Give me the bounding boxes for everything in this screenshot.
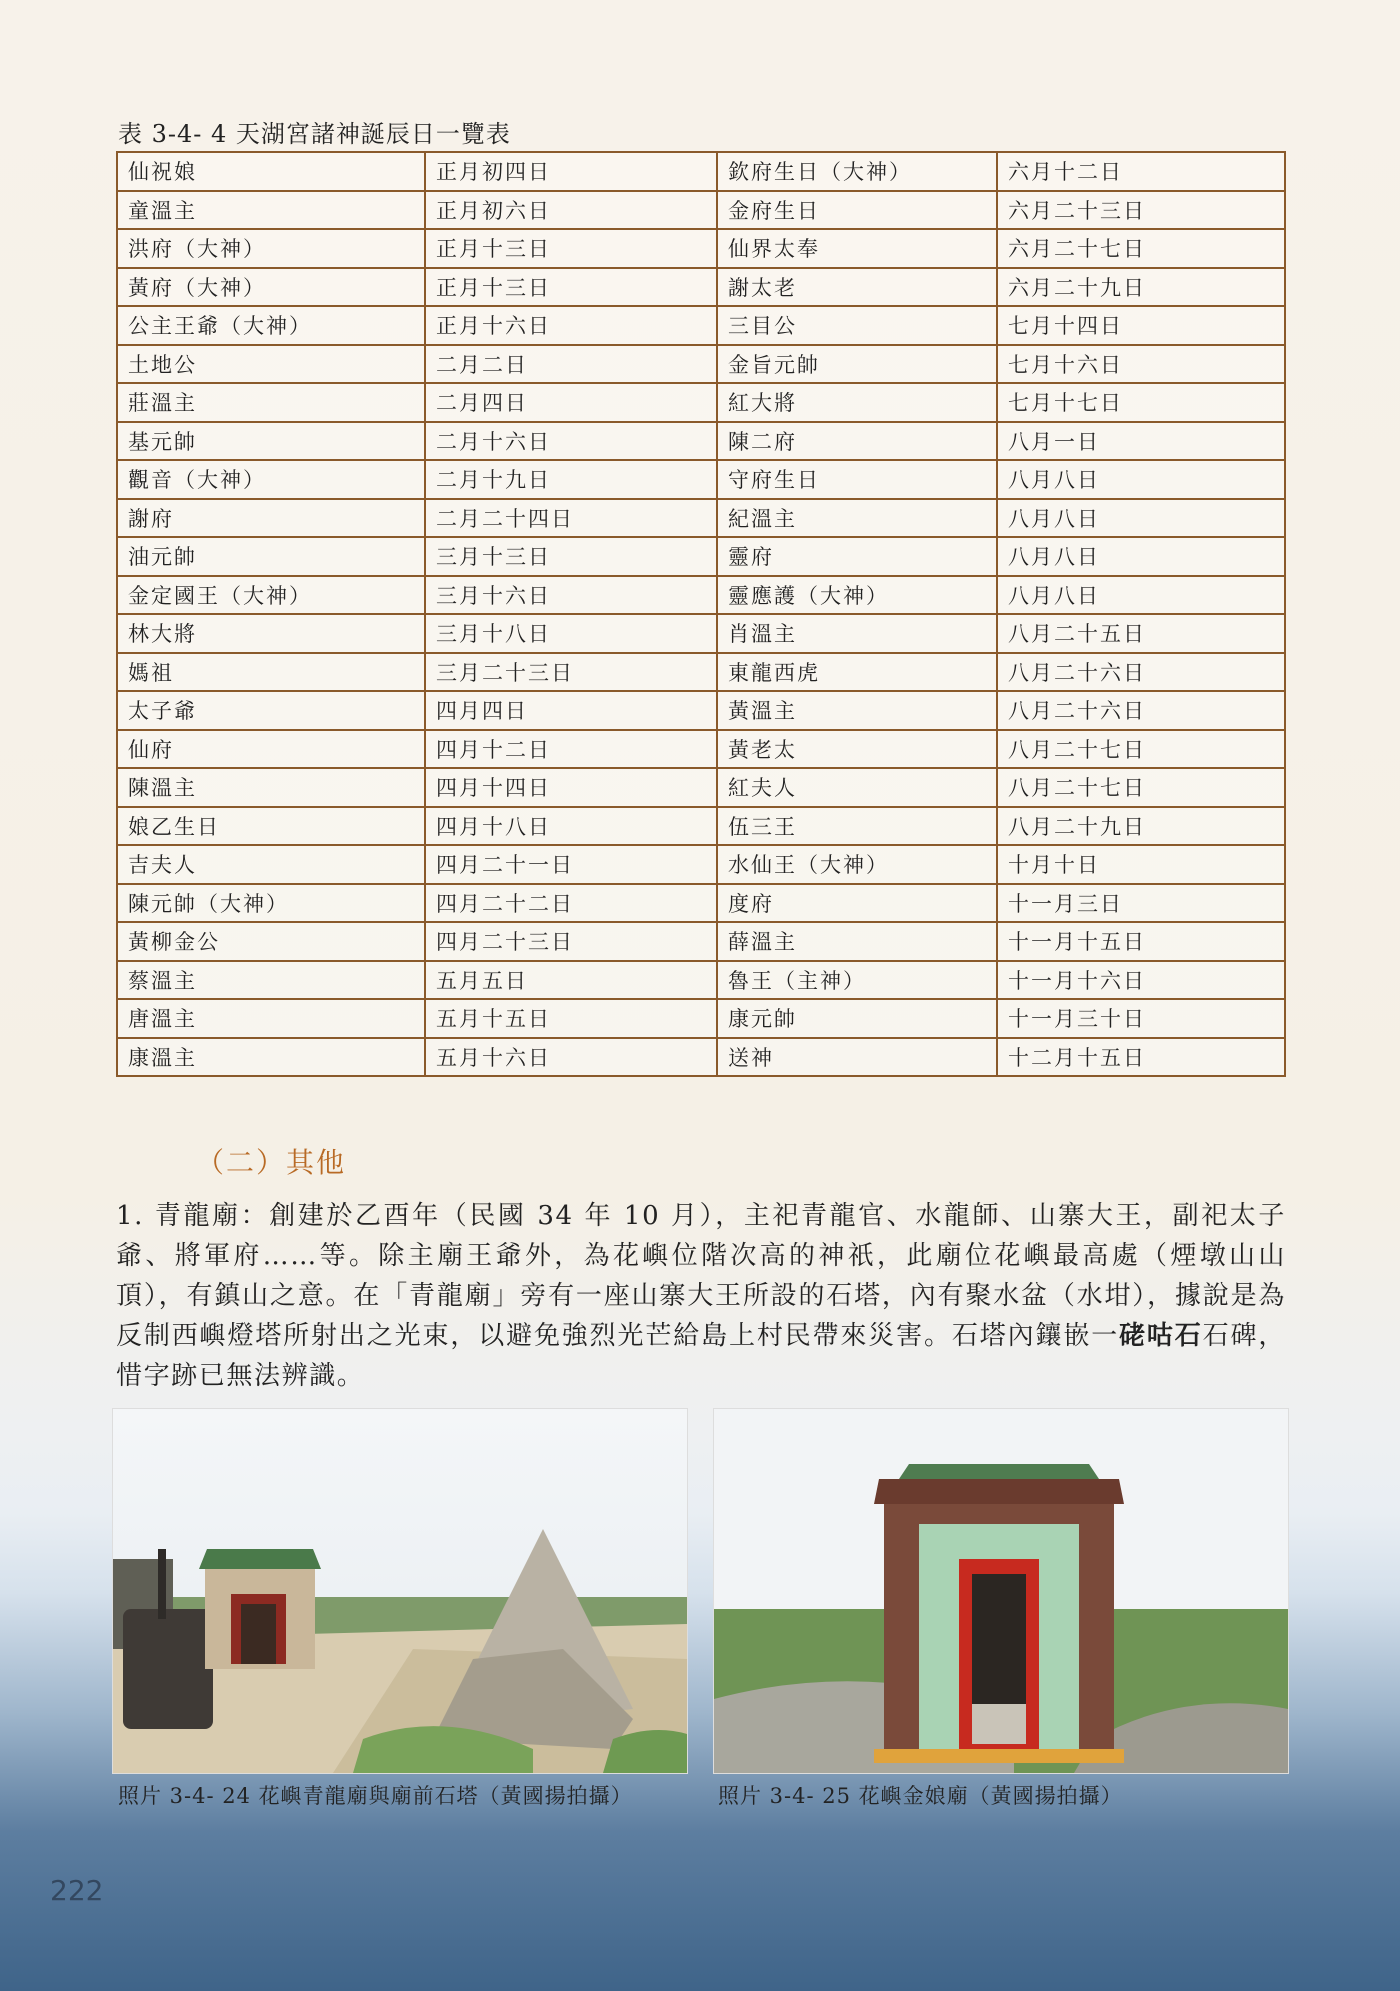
paragraph-text: 1. 青龍廟：創建於乙酉年（民國 34 年 10 月），主祀青龍官、水龍師、山寨大王，副祀太子爺、將軍府……等。除主廟王爺外，為花嶼位階次高的神祇，此廟位花嶼最高處（煙墩山山頂），有鎮山之意。在「青龍廟」旁有一座山寨大王所設的石塔，內有聚水盆（水坩），據說是為反制西嶼燈塔所射出之光束，以避免強烈光芒給島上村民帶來災害。石塔內鑲嵌一 xyxy=(116,1201,1286,1351)
table-row xyxy=(117,383,1285,422)
deity-name-cell: 伍三王 xyxy=(717,807,997,846)
deity-name-cell: 紅夫人 xyxy=(717,768,997,807)
deity-name-cell: 童溫主 xyxy=(117,191,425,230)
table-row xyxy=(117,422,1285,461)
deity-name-cell: 陳元帥（大神） xyxy=(117,884,425,923)
deity-name-cell: 媽祖 xyxy=(117,653,425,692)
table-row xyxy=(117,191,1285,230)
deity-name-cell: 蔡溫主 xyxy=(117,961,425,1000)
birthday-date-cell: 七月十七日 xyxy=(997,383,1285,422)
birthday-date-cell: 二月二日 xyxy=(425,345,717,384)
table-row xyxy=(117,961,1285,1000)
birthday-date-cell: 十一月三十日 xyxy=(997,999,1285,1038)
table-row xyxy=(117,229,1285,268)
table-row xyxy=(117,999,1285,1038)
birthday-date-cell: 四月二十一日 xyxy=(425,845,717,884)
deity-name-cell: 康溫主 xyxy=(117,1038,425,1077)
table-row xyxy=(117,922,1285,961)
deity-name-cell: 黃柳金公 xyxy=(117,922,425,961)
table-row xyxy=(117,691,1285,730)
birthday-date-cell: 二月四日 xyxy=(425,383,717,422)
deity-name-cell: 靈府 xyxy=(717,537,997,576)
birthday-date-cell: 正月十三日 xyxy=(425,268,717,307)
birthday-date-cell: 正月十六日 xyxy=(425,306,717,345)
birthday-date-cell: 二月十六日 xyxy=(425,422,717,461)
deity-name-cell: 三目公 xyxy=(717,306,997,345)
deity-name-cell: 水仙王（大神） xyxy=(717,845,997,884)
deity-name-cell: 唐溫主 xyxy=(117,999,425,1038)
deity-name-cell: 陳溫主 xyxy=(117,768,425,807)
page-number: 222 xyxy=(50,1874,104,1907)
deity-name-cell: 莊溫主 xyxy=(117,383,425,422)
birthday-date-cell: 正月十三日 xyxy=(425,229,717,268)
birthday-date-cell: 六月二十七日 xyxy=(997,229,1285,268)
body-paragraph xyxy=(116,1196,1286,1396)
deity-name-cell: 康元帥 xyxy=(717,999,997,1038)
birthday-date-cell: 八月二十六日 xyxy=(997,691,1285,730)
birthday-date-cell: 十一月十六日 xyxy=(997,961,1285,1000)
birthday-date-cell: 四月四日 xyxy=(425,691,717,730)
deity-name-cell: 黃府（大神） xyxy=(117,268,425,307)
birthday-date-cell: 十二月十五日 xyxy=(997,1038,1285,1077)
deity-name-cell: 金旨元帥 xyxy=(717,345,997,384)
birthday-date-cell: 三月二十三日 xyxy=(425,653,717,692)
birthday-date-cell: 六月十二日 xyxy=(997,152,1285,191)
table-row xyxy=(117,499,1285,538)
deity-name-cell: 吉夫人 xyxy=(117,845,425,884)
birthday-date-cell: 八月八日 xyxy=(997,537,1285,576)
deity-name-cell: 送神 xyxy=(717,1038,997,1077)
deity-name-cell: 娘乙生日 xyxy=(117,807,425,846)
deity-name-cell: 太子爺 xyxy=(117,691,425,730)
table-row xyxy=(117,460,1285,499)
deity-name-cell: 謝府 xyxy=(117,499,425,538)
paragraph-text-end: 石碑，惜字跡已無法辨識。 xyxy=(116,1321,1286,1391)
table-row xyxy=(117,268,1285,307)
birthday-date-cell: 四月十四日 xyxy=(425,768,717,807)
photo-caption-2: 照片 3-4- 25 花嶼金娘廟（黃國揚拍攝） xyxy=(718,1784,1123,1808)
table-row xyxy=(117,653,1285,692)
deity-name-cell: 仙府 xyxy=(117,730,425,769)
deity-name-cell: 金定國王（大神） xyxy=(117,576,425,615)
birthday-date-cell: 十一月三日 xyxy=(997,884,1285,923)
deity-name-cell: 謝太老 xyxy=(717,268,997,307)
birthday-date-cell: 五月十五日 xyxy=(425,999,717,1038)
birthday-date-cell: 三月十八日 xyxy=(425,614,717,653)
deity-name-cell: 洪府（大神） xyxy=(117,229,425,268)
deity-name-cell: 魯王（主神） xyxy=(717,961,997,1000)
birthday-date-cell: 八月二十五日 xyxy=(997,614,1285,653)
photo-jinniang-temple xyxy=(713,1408,1289,1774)
deity-name-cell: 欽府生日（大神） xyxy=(717,152,997,191)
birthday-date-cell: 正月初四日 xyxy=(425,152,717,191)
table-row xyxy=(117,730,1285,769)
table-row xyxy=(117,306,1285,345)
deity-name-cell: 靈應護（大神） xyxy=(717,576,997,615)
birthday-date-cell: 十月十日 xyxy=(997,845,1285,884)
deity-name-cell: 土地公 xyxy=(117,345,425,384)
birthday-date-cell: 八月一日 xyxy=(997,422,1285,461)
birthday-date-cell: 四月二十二日 xyxy=(425,884,717,923)
deity-name-cell: 黃溫主 xyxy=(717,691,997,730)
birthday-date-cell: 正月初六日 xyxy=(425,191,717,230)
deity-name-cell: 金府生日 xyxy=(717,191,997,230)
photo-qinglong-temple xyxy=(112,1408,688,1774)
birthday-date-cell: 六月二十九日 xyxy=(997,268,1285,307)
birthday-date-cell: 四月十二日 xyxy=(425,730,717,769)
deity-name-cell: 東龍西虎 xyxy=(717,653,997,692)
birthday-date-cell: 二月十九日 xyxy=(425,460,717,499)
table-row xyxy=(117,614,1285,653)
deity-name-cell: 紅大將 xyxy=(717,383,997,422)
table-row xyxy=(117,807,1285,846)
birthday-date-cell: 八月二十七日 xyxy=(997,768,1285,807)
table-row xyxy=(117,576,1285,615)
birthday-date-cell: 八月二十六日 xyxy=(997,653,1285,692)
table-row xyxy=(117,884,1285,923)
deity-name-cell: 度府 xyxy=(717,884,997,923)
birthday-date-cell: 四月二十三日 xyxy=(425,922,717,961)
deity-name-cell: 仙祝娘 xyxy=(117,152,425,191)
birthday-date-cell: 八月二十七日 xyxy=(997,730,1285,769)
table-row xyxy=(117,345,1285,384)
deity-name-cell: 仙界太奉 xyxy=(717,229,997,268)
table-row xyxy=(117,768,1285,807)
table-row xyxy=(117,845,1285,884)
table-row xyxy=(117,1038,1285,1077)
deity-name-cell: 油元帥 xyxy=(117,537,425,576)
birthday-date-cell: 七月十六日 xyxy=(997,345,1285,384)
paragraph-bold-term: 硓咕石 xyxy=(1119,1321,1203,1351)
section-heading: （二）其他 xyxy=(196,1146,347,1179)
birthday-date-cell: 三月十三日 xyxy=(425,537,717,576)
deity-name-cell: 基元帥 xyxy=(117,422,425,461)
birthday-date-cell: 八月八日 xyxy=(997,460,1285,499)
birthday-date-cell: 八月二十九日 xyxy=(997,807,1285,846)
birthday-date-cell: 二月二十四日 xyxy=(425,499,717,538)
deity-name-cell: 觀音（大神） xyxy=(117,460,425,499)
table-caption: 表 3-4- 4 天湖宮諸神誕辰日一覽表 xyxy=(118,120,511,148)
deity-name-cell: 紀溫主 xyxy=(717,499,997,538)
birthday-date-cell: 八月八日 xyxy=(997,499,1285,538)
deity-name-cell: 守府生日 xyxy=(717,460,997,499)
birthday-date-cell: 八月八日 xyxy=(997,576,1285,615)
birthday-date-cell: 三月十六日 xyxy=(425,576,717,615)
deity-name-cell: 公主王爺（大神） xyxy=(117,306,425,345)
deity-name-cell: 林大將 xyxy=(117,614,425,653)
deity-name-cell: 薛溫主 xyxy=(717,922,997,961)
birthday-date-cell: 六月二十三日 xyxy=(997,191,1285,230)
birthday-date-cell: 四月十八日 xyxy=(425,807,717,846)
deity-name-cell: 陳二府 xyxy=(717,422,997,461)
birthday-date-cell: 十一月十五日 xyxy=(997,922,1285,961)
birthday-date-cell: 五月五日 xyxy=(425,961,717,1000)
deity-name-cell: 肖溫主 xyxy=(717,614,997,653)
photo-caption-1: 照片 3-4- 24 花嶼青龍廟與廟前石塔（黃國揚拍攝） xyxy=(118,1784,633,1808)
birthday-date-cell: 五月十六日 xyxy=(425,1038,717,1077)
deity-birthday-table xyxy=(116,151,1286,1077)
table-row xyxy=(117,537,1285,576)
table-row xyxy=(117,152,1285,191)
deity-name-cell: 黃老太 xyxy=(717,730,997,769)
birthday-date-cell: 七月十四日 xyxy=(997,306,1285,345)
